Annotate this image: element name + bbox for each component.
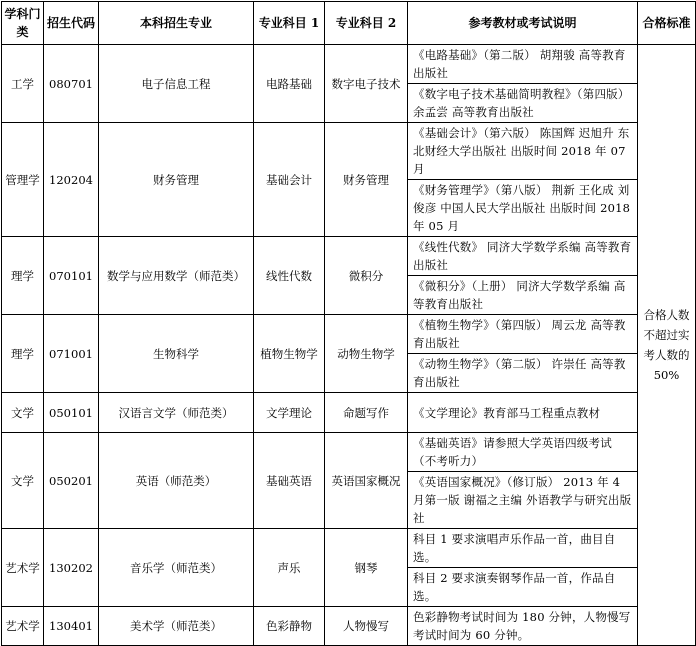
subject1-cell: 电路基础 [254, 45, 325, 123]
ref-cell: 《数字电子技术基础简明教程》（第四版） 余孟尝 高等教育出版社 [408, 84, 638, 123]
major-cell: 英语（师范类） [99, 433, 254, 529]
pass-standard-cell: 合格人数不超过实考人数的50% [638, 45, 696, 646]
ref-cell: 《英语国家概况》（修订版） 2013 年 4 月第一版 谢福之主编 外语教学与研究出版社 [408, 472, 638, 529]
header-ref: 参考教材或考试说明 [408, 2, 638, 45]
category-cell: 艺术学 [2, 529, 44, 607]
ref-cell: 《电路基础》（第二版） 胡翔骏 高等教育出版社 [408, 45, 638, 84]
subject1-cell: 声乐 [254, 529, 325, 607]
header-code: 招生代码 [44, 2, 99, 45]
subject1-cell: 植物生物学 [254, 315, 325, 393]
code-cell: 080701 [44, 45, 99, 123]
ref-cell: 《文学理论》教育部马工程重点教材 [408, 393, 638, 433]
table-row [2, 315, 696, 354]
major-cell: 美术学（师范类） [99, 607, 254, 646]
table-row [2, 529, 696, 568]
header-major: 本科招生专业 [99, 2, 254, 45]
subject2-cell: 动物生物学 [325, 315, 408, 393]
code-cell: 050101 [44, 393, 99, 433]
ref-cell: 《微积分》（上册） 同济大学数学系编 高等教育出版社 [408, 276, 638, 315]
ref-cell: 《动物生物学》（第二版） 许崇任 高等教育出版社 [408, 354, 638, 393]
ref-cell: 《财务管理学》（第八版） 荆新 王化成 刘俊彦 中国人民大学出版社 出版时间 2018 年 05 月 [408, 180, 638, 237]
ref-cell: 科目 1 要求演唱声乐作品一首，曲目自选。 [408, 529, 638, 568]
ref-cell: 色彩静物考试时间为 180 分钟，人物慢写考试时间为 60 分钟。 [408, 607, 638, 646]
major-cell: 电子信息工程 [99, 45, 254, 123]
header-pass: 合格标准 [638, 2, 696, 45]
table-row [2, 433, 696, 472]
subject2-cell: 数字电子技术 [325, 45, 408, 123]
table-row [2, 607, 696, 646]
subject2-cell: 微积分 [325, 237, 408, 315]
ref-cell: 《基础会计》（第六版） 陈国辉 迟旭升 东北财经大学出版社 出版时间 2018 年 07 月 [408, 123, 638, 180]
major-cell: 音乐学（师范类） [99, 529, 254, 607]
subject2-cell: 人物慢写 [325, 607, 408, 646]
header-row [2, 2, 696, 45]
subject1-cell: 色彩静物 [254, 607, 325, 646]
table-row [2, 123, 696, 180]
code-cell: 071001 [44, 315, 99, 393]
ref-cell: 《线性代数》 同济大学数学系编 高等教育出版社 [408, 237, 638, 276]
subject2-cell: 命题写作 [325, 393, 408, 433]
category-cell: 理学 [2, 315, 44, 393]
code-cell: 130401 [44, 607, 99, 646]
subject1-cell: 基础英语 [254, 433, 325, 529]
category-cell: 文学 [2, 393, 44, 433]
subject1-cell: 文学理论 [254, 393, 325, 433]
header-subject1: 专业科目 1 [254, 2, 325, 45]
ref-cell: 《基础英语》请参照大学英语四级考试（不考听力） [408, 433, 638, 472]
table-row [2, 393, 696, 433]
category-cell: 工学 [2, 45, 44, 123]
major-cell: 数学与应用数学（师范类） [99, 237, 254, 315]
exam-subjects-table [1, 1, 696, 646]
header-category: 学科门类 [2, 2, 44, 45]
code-cell: 070101 [44, 237, 99, 315]
subject1-cell: 基础会计 [254, 123, 325, 237]
category-cell: 艺术学 [2, 607, 44, 646]
code-cell: 130202 [44, 529, 99, 607]
category-cell: 管理学 [2, 123, 44, 237]
header-subject2: 专业科目 2 [325, 2, 408, 45]
category-cell: 理学 [2, 237, 44, 315]
subject1-cell: 线性代数 [254, 237, 325, 315]
code-cell: 050201 [44, 433, 99, 529]
subject2-cell: 钢琴 [325, 529, 408, 607]
table-row [2, 45, 696, 84]
category-cell: 文学 [2, 433, 44, 529]
ref-cell: 科目 2 要求演奏钢琴作品一首，作品自选。 [408, 568, 638, 607]
subject2-cell: 英语国家概况 [325, 433, 408, 529]
ref-cell: 《植物生物学》（第四版） 周云龙 高等教育出版社 [408, 315, 638, 354]
major-cell: 汉语言文学（师范类） [99, 393, 254, 433]
table-row [2, 237, 696, 276]
major-cell: 财务管理 [99, 123, 254, 237]
code-cell: 120204 [44, 123, 99, 237]
major-cell: 生物科学 [99, 315, 254, 393]
subject2-cell: 财务管理 [325, 123, 408, 237]
